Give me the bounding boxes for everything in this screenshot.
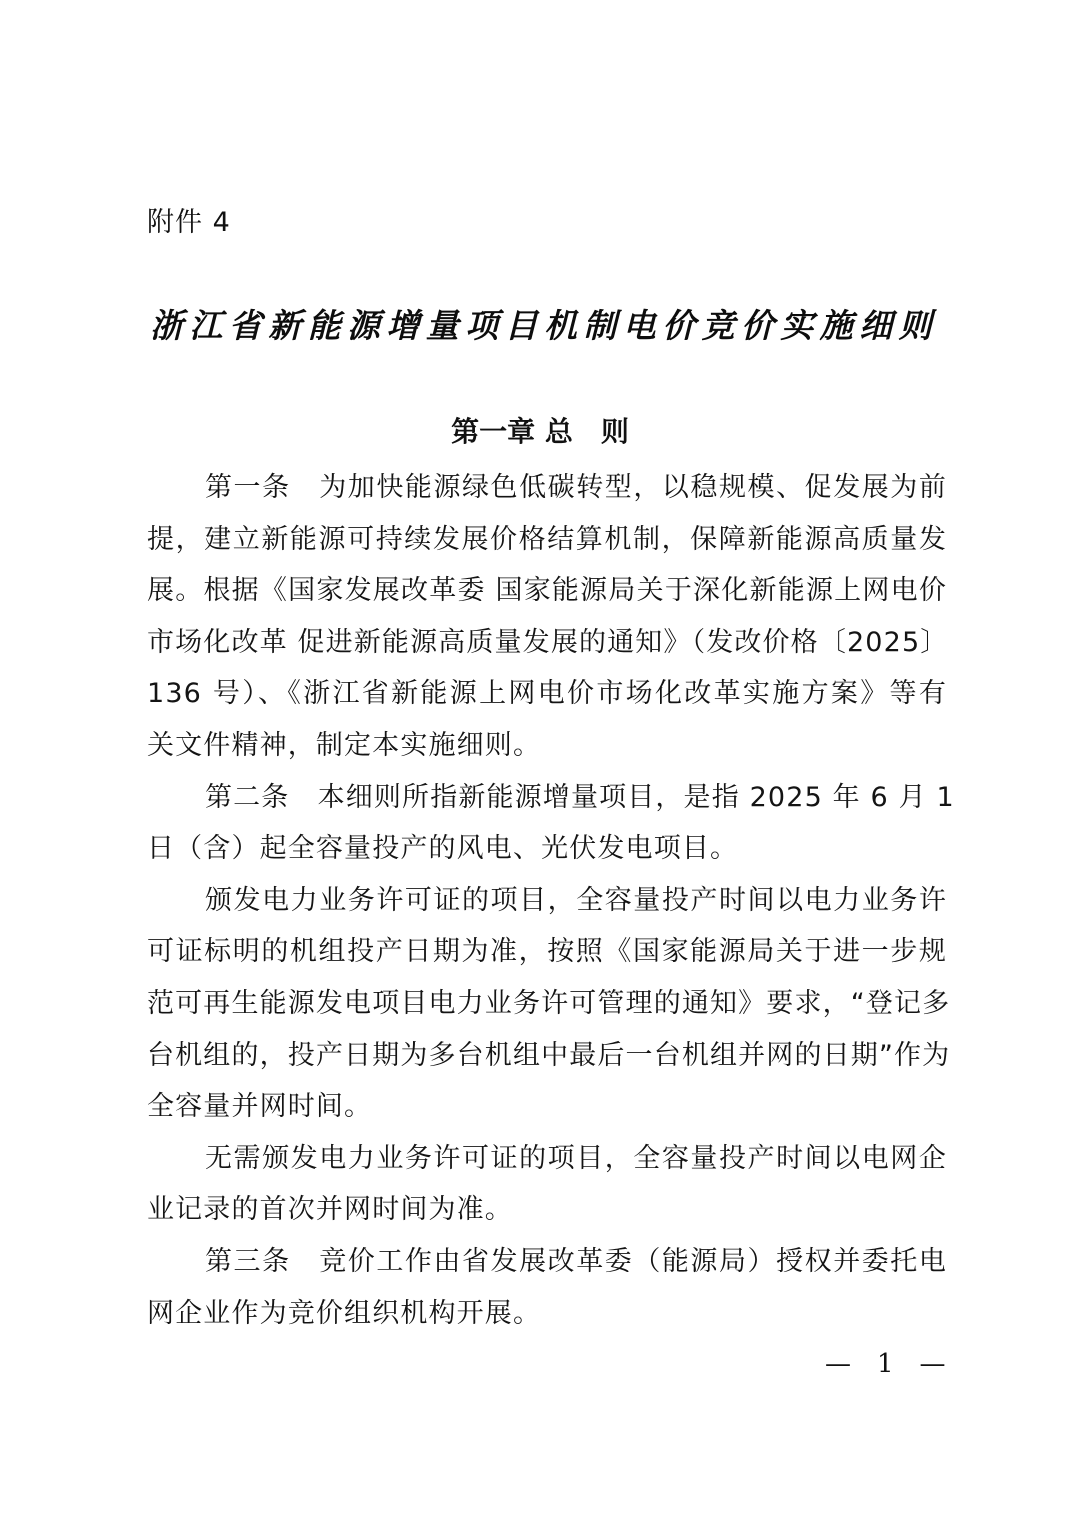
- article-1-line-3: 展。根据《国家发展改革委 国家能源局关于深化新能源上网电价: [147, 575, 947, 607]
- article-2-heading: 第二条: [205, 781, 290, 813]
- article-2-line-2: 日（含）起全容量投产的风电、光伏发电项目。: [147, 833, 739, 865]
- article-3-text: 竞价工作由省发展改革委（能源局）授权并委托电: [290, 1245, 948, 1277]
- document-body: [147, 462, 955, 1339]
- article-2-text: 本细则所指新能源增量项目，是指 2025 年 6 月 1: [289, 781, 955, 813]
- attachment-label: 附件 4: [147, 207, 231, 238]
- article-2-line-1: [147, 772, 955, 824]
- article-1-line-4: 市场化改革 促进新能源高质量发展的通知》（发改价格〔2025〕: [147, 626, 949, 658]
- article-3-heading: 第三条: [205, 1245, 291, 1277]
- document-title: 浙江省新能源增量项目机制电价竞价实施细则: [150, 306, 938, 345]
- unlicensed-projects-line-2: 业记录的首次并网时间为准。: [147, 1194, 513, 1226]
- article-1-line-1: [147, 462, 947, 514]
- licensed-projects-line-5: 全容量并网时间。: [147, 1091, 373, 1123]
- licensed-projects-line-2: 可证标明的机组投产日期为准，按照《国家能源局关于进一步规: [147, 936, 947, 968]
- article-3-line-1: [147, 1236, 947, 1288]
- licensed-projects-line-1: 颁发电力业务许可证的项目，全容量投产时间以电力业务许: [205, 884, 947, 916]
- article-1-line-2: 提，建立新能源可持续发展价格结算机制，保障新能源高质量发: [147, 523, 947, 555]
- article-1-line-5: 136 号）、《浙江省新能源上网电价市场化改革实施方案》等有: [147, 678, 947, 710]
- licensed-projects-line-4: 台机组的，投产日期为多台机组中最后一台机组并网的日期”作为: [147, 1039, 951, 1071]
- article-1-heading: 第一条: [205, 472, 291, 503]
- chapter-heading: 第一章 总 则: [451, 415, 629, 448]
- page-number: — 1 —: [825, 1349, 946, 1379]
- unlicensed-projects-line-1: 无需颁发电力业务许可证的项目，全容量投产时间以电网企: [205, 1142, 947, 1174]
- licensed-projects-line-3: 范可再生能源发电项目电力业务许可管理的通知》要求，“登记多: [147, 987, 951, 1019]
- article-3-line-2: 网企业作为竞价组织机构开展。: [147, 1297, 542, 1329]
- article-1-text: 为加快能源绿色低碳转型，以稳规模、促发展为前: [290, 472, 948, 503]
- article-1-line-6: 关文件精神，制定本实施细则。: [147, 729, 542, 761]
